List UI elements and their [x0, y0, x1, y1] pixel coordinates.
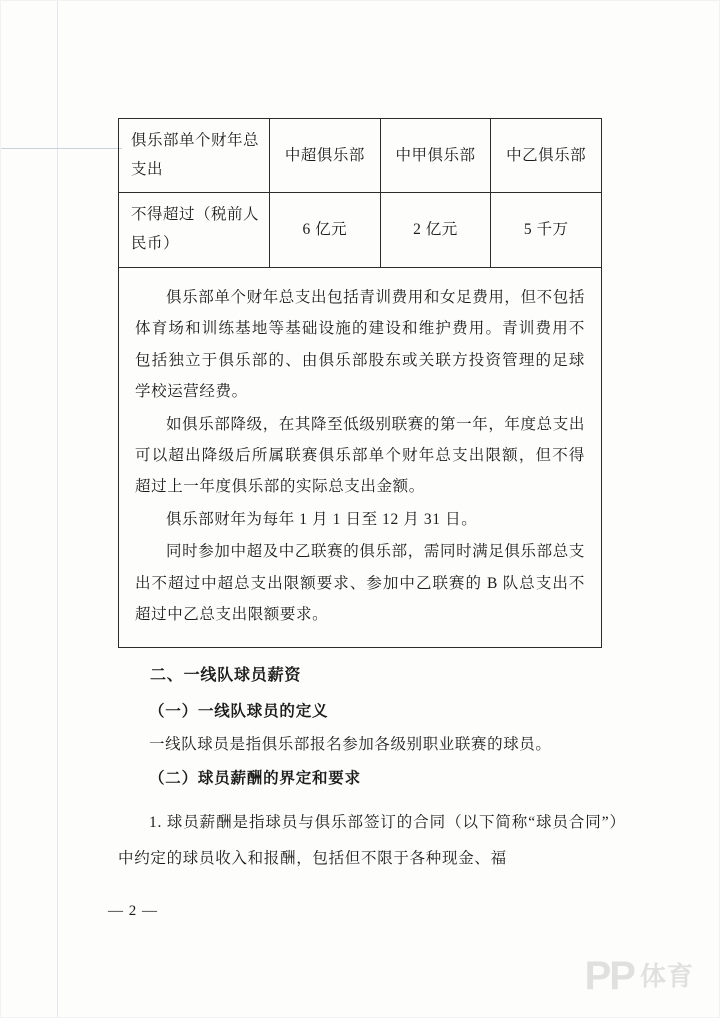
note-paragraph: 俱乐部单个财年总支出包括青训费用和女足费用，但不包括体育场和训练基地等基础设施的建设和维护费用。青训费用不包括独立于俱乐部的、由俱乐部股东或关联方投资管理的足球学校运营经费。 [135, 288, 585, 401]
table-row-label: 俱乐部单个财年总支出 [119, 119, 270, 193]
section-two [118, 660, 618, 878]
note-paragraph: 如俱乐部降级，在其降至低级别联赛的第一年，年度总支出可以超出降级后所属联赛俱乐部单个财年总支出限额，但不得超过上一年度俱乐部的实际总支出金额。 [135, 415, 585, 496]
table-cell-league-cl2: 中乙俱乐部 [491, 119, 602, 193]
note-paragraph: 俱乐部财年为每年 1 月 1 日至 12 月 31 日。 [166, 510, 478, 528]
subsection-heading-2: （二）球员薪酬的界定和要求 [149, 770, 361, 788]
table-cell-cap-cl1: 2 亿元 [380, 193, 491, 267]
scan-artifact-top-rule [0, 148, 122, 149]
scan-artifact-left-rule [57, 0, 58, 1018]
table-row [119, 193, 602, 267]
section-heading: 二、一线队球员薪资 [150, 666, 302, 684]
subsection-heading-1: （一）一线队球员的定义 [149, 702, 329, 720]
table-row-label: 不得超过（税前人民币） [119, 193, 270, 267]
notes-box [118, 268, 602, 648]
subsection-paragraph-1: 一线队球员是指俱乐部报名参加各级别职业联赛的球员。 [149, 736, 552, 754]
table-cell-league-csl: 中超俱乐部 [270, 119, 381, 193]
table-cell-cap-cl2: 5 千万 [491, 193, 602, 267]
subsection-paragraph-2: 1. 球员薪酬是指球员与俱乐部签订的合同（以下简称“球员合同”）中约定的球员收入和报酬，包括但不限于各种现金、福 [118, 813, 618, 868]
watermark [585, 956, 694, 996]
page-number: — 2 — [108, 903, 158, 919]
table-cell-cap-csl: 6 亿元 [270, 193, 381, 267]
table-cell-league-cl1: 中甲俱乐部 [380, 119, 491, 193]
document-content [118, 118, 618, 878]
watermark-label: 体育 [639, 961, 694, 991]
club-expenditure-table [118, 118, 602, 268]
note-paragraph: 同时参加中超及中乙联赛的俱乐部，需同时满足俱乐部总支出不超过中超总支出限额要求、参加中乙联赛的 B 队总支出不超过中乙总支出限额要求。 [135, 543, 585, 624]
table-row [119, 119, 602, 193]
watermark-logo-icon: PP [584, 954, 634, 998]
